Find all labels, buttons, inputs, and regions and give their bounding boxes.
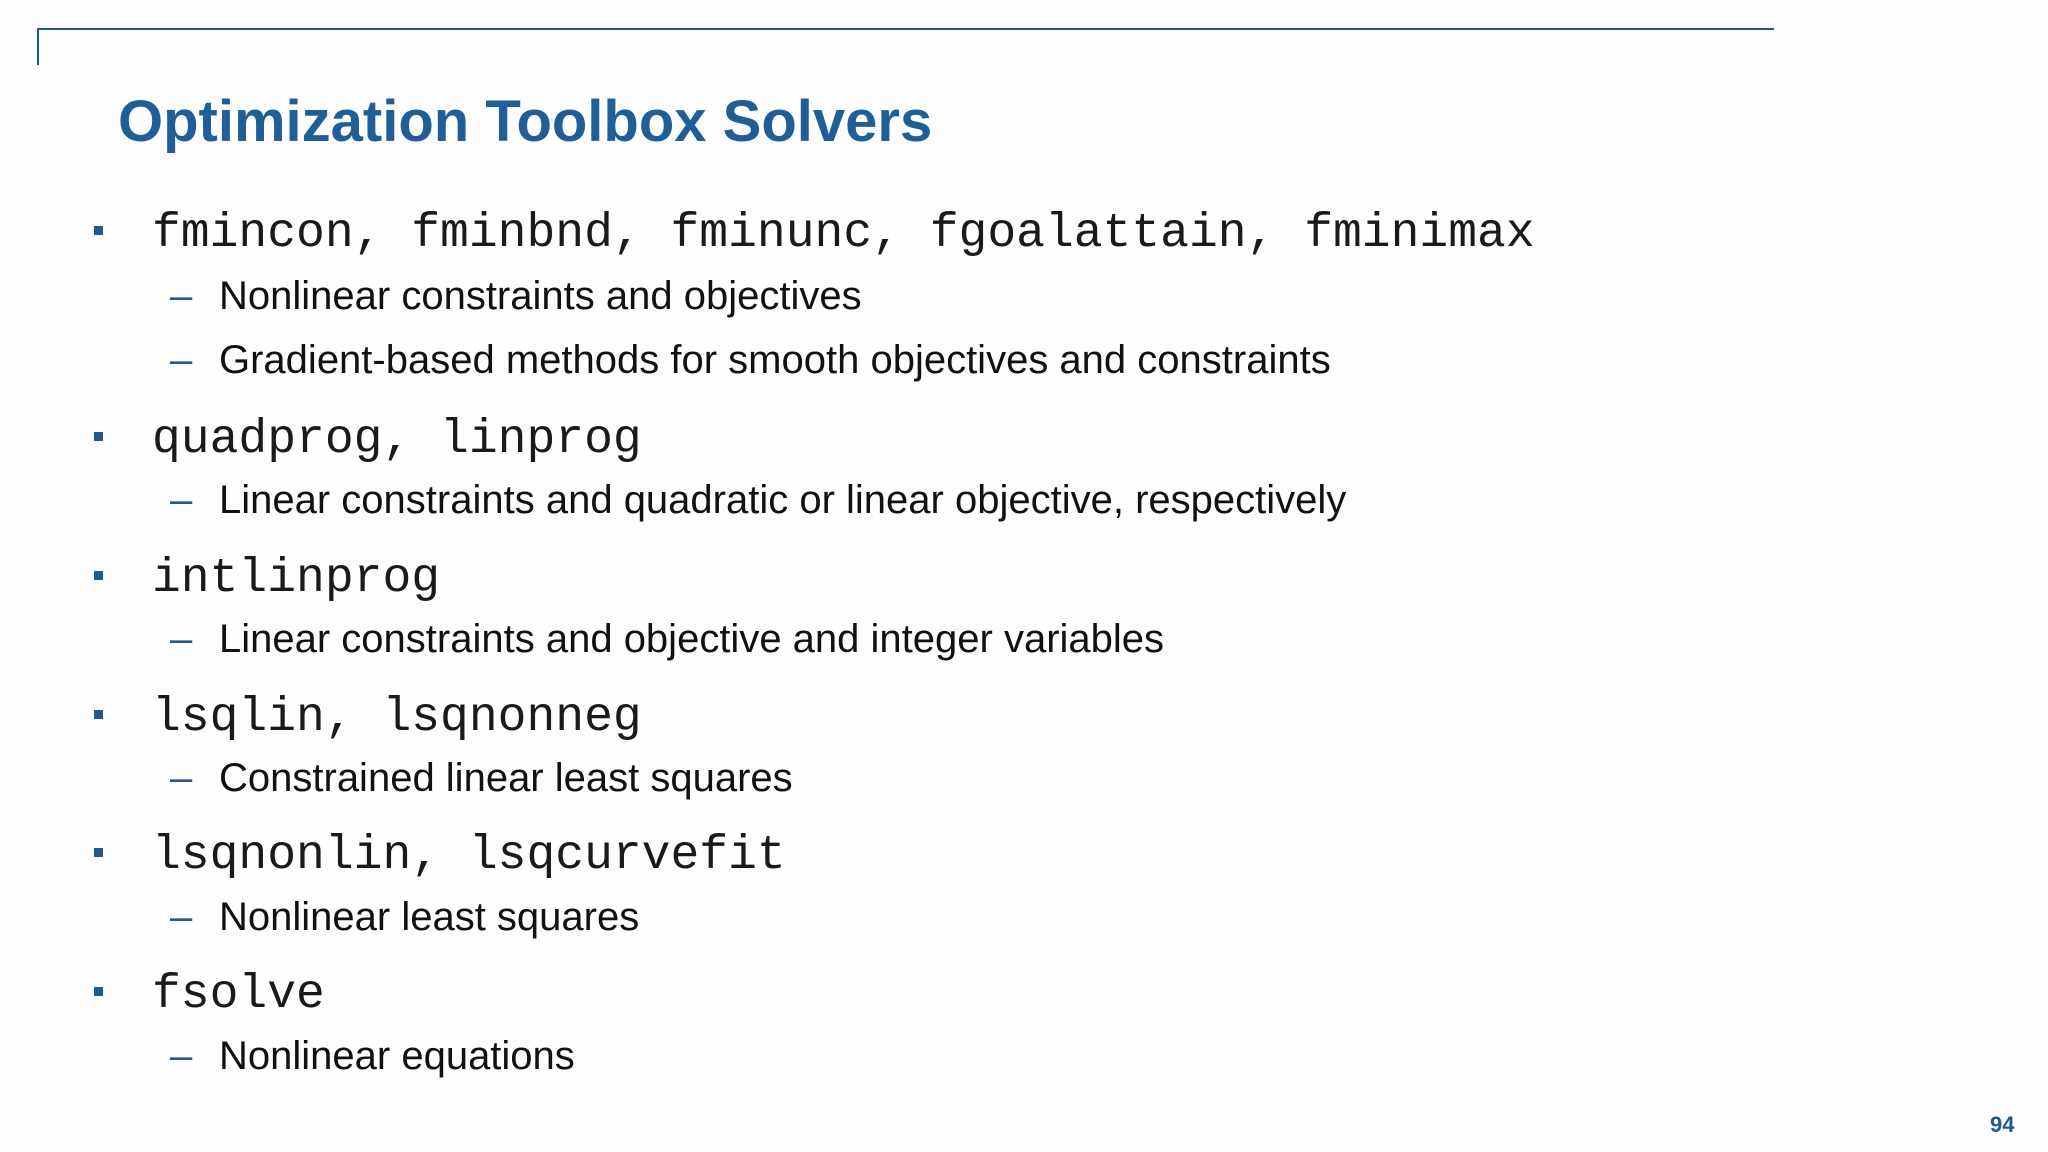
dash-icon: – (170, 338, 193, 382)
solver-description-text: Nonlinear constraints and objectives (219, 274, 862, 318)
solver-functions: lsqlin, lsqnonneg (152, 691, 642, 745)
dash-icon: – (170, 756, 193, 800)
solver-functions: lsqnonlin, lsqcurvefit (152, 829, 786, 883)
solver-description-text: Constrained linear least squares (219, 756, 793, 800)
dash-icon: – (170, 617, 193, 661)
square-bullet-icon (94, 226, 103, 235)
solver-functions: fmincon, fminbnd, fminunc, fgoalattain, fminimax (152, 207, 1535, 261)
dash-icon: – (170, 274, 193, 318)
dash-icon: – (170, 1034, 193, 1078)
square-bullet-icon (94, 710, 103, 719)
solver-description-text: Nonlinear least squares (219, 895, 640, 939)
dash-icon: – (170, 895, 193, 939)
solver-functions: fsolve (152, 968, 325, 1022)
solver-functions: intlinprog (152, 552, 441, 606)
solver-description-text: Gradient-based methods for smooth objectives and constraints (219, 338, 1331, 382)
solver-description-text: Linear constraints and objective and integer variables (219, 617, 1165, 661)
solver-functions: quadprog, linprog (152, 413, 642, 467)
square-bullet-icon (94, 987, 103, 996)
square-bullet-icon (94, 848, 103, 857)
square-bullet-icon (94, 571, 103, 580)
solver-description-text: Linear constraints and quadratic or linear objective, respectively (219, 478, 1347, 522)
page-number: 94 (1990, 1112, 2015, 1137)
square-bullet-icon (94, 432, 103, 441)
solver-description-text: Nonlinear equations (219, 1034, 575, 1078)
dash-icon: – (170, 478, 193, 522)
slide-title: Optimization Toolbox Solvers (118, 89, 933, 154)
